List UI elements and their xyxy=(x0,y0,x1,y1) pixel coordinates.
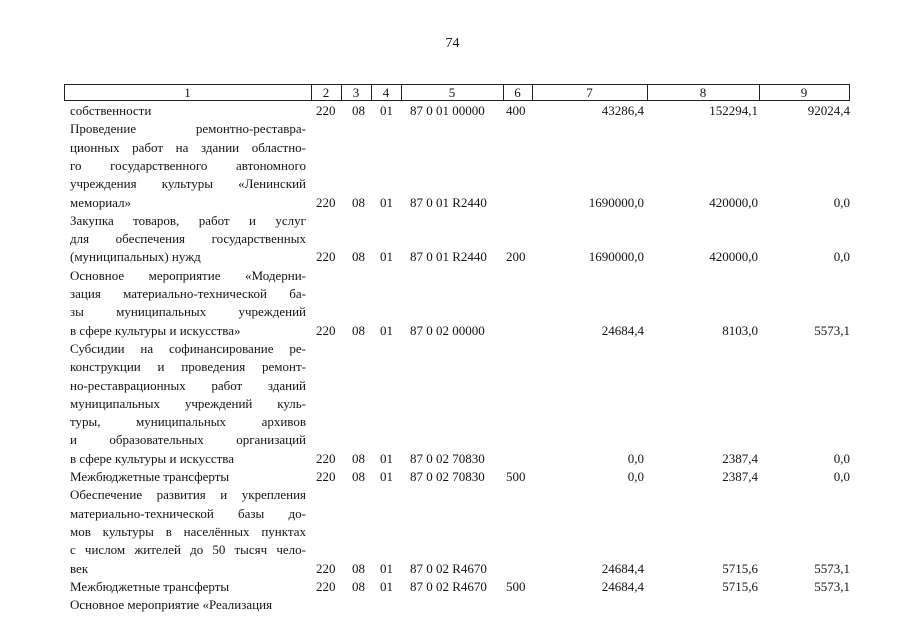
table-row xyxy=(0,175,905,193)
row-name-cell: мемориал» xyxy=(70,194,132,210)
cell-col-9: 5573,1 xyxy=(814,578,850,594)
cell-col-9: 0,0 xyxy=(833,469,850,484)
row-name-cell: мов культуры в населённых пунктах xyxy=(70,523,306,539)
row-name-cell: конструкции и проведения ремонт- xyxy=(70,359,306,375)
cell-col-7: 1690000,0 xyxy=(588,249,644,265)
column-header-2: 2 xyxy=(322,85,330,100)
cell-col-3: 08 xyxy=(352,249,365,265)
row-name-cell: Межбюджетные трансферты xyxy=(70,578,230,594)
row-name-cell: муниципальных учреждений куль- xyxy=(70,395,306,411)
cell-col-3: 08 xyxy=(352,560,365,576)
row-name-cell: в сфере культуры и искусства» xyxy=(70,322,241,338)
cell-col-5: 87 0 01 00000 xyxy=(410,103,485,118)
cell-col-8: 8103,0 xyxy=(722,322,758,338)
table-row xyxy=(0,395,905,413)
cell-col-4: 01 xyxy=(380,469,393,484)
table-row xyxy=(0,285,905,303)
row-name-cell: с числом жителей до 50 тысяч чело- xyxy=(70,542,306,558)
cell-col-7: 0,0 xyxy=(627,469,644,484)
cell-col-4: 01 xyxy=(380,249,393,265)
row-name-cell: но-реставрационных работ зданий xyxy=(70,377,306,393)
column-header-9: 9 xyxy=(800,85,808,100)
page-number: 74 xyxy=(445,36,460,51)
cell-col-4: 01 xyxy=(380,578,393,594)
cell-col-3: 08 xyxy=(352,578,365,594)
cell-col-3: 08 xyxy=(352,322,365,338)
table-row xyxy=(0,120,905,138)
row-name-cell: Основное мероприятие «Модерни- xyxy=(70,267,306,283)
column-header-7: 7 xyxy=(586,85,593,100)
column-header-4: 4 xyxy=(382,85,390,100)
table-row xyxy=(0,431,905,449)
table-header xyxy=(64,84,850,101)
cell-col-5: 87 0 02 R4670 xyxy=(410,578,487,594)
cell-col-9: 0,0 xyxy=(833,194,850,210)
cell-col-2: 220 xyxy=(316,560,336,576)
cell-col-6: 500 xyxy=(506,469,526,484)
cell-col-9: 0,0 xyxy=(833,450,850,466)
table-row xyxy=(0,303,905,321)
cell-col-7: 0,0 xyxy=(627,450,644,466)
cell-col-6: 500 xyxy=(506,578,526,594)
row-name-cell: материально-технической базы до- xyxy=(70,505,306,521)
cell-col-7: 43286,4 xyxy=(601,103,644,118)
column-header-1: 1 xyxy=(184,85,191,100)
row-name-cell: Субсидии на софинансирование ре- xyxy=(70,340,306,356)
table-row xyxy=(0,596,905,614)
cell-col-2: 220 xyxy=(316,450,336,466)
cell-col-2: 220 xyxy=(316,103,336,118)
table-row xyxy=(0,450,905,468)
cell-col-6: 200 xyxy=(506,249,526,265)
cell-col-9: 0,0 xyxy=(833,249,850,265)
table-row xyxy=(0,505,905,523)
cell-col-7: 24684,4 xyxy=(601,578,644,594)
cell-col-2: 220 xyxy=(316,322,336,338)
table-row xyxy=(0,486,905,504)
cell-col-4: 01 xyxy=(380,322,393,338)
row-name-cell: собственности xyxy=(70,103,152,118)
cell-col-2: 220 xyxy=(316,249,336,265)
table-row xyxy=(0,377,905,395)
table-row xyxy=(0,413,905,431)
table-row xyxy=(0,139,905,157)
cell-col-8: 5715,6 xyxy=(722,578,758,594)
cell-col-7: 24684,4 xyxy=(601,560,644,576)
cell-col-8: 420000,0 xyxy=(709,249,758,265)
table-row xyxy=(0,340,905,358)
row-name-cell: (муниципальных) нужд xyxy=(70,249,201,265)
cell-col-4: 01 xyxy=(380,450,393,466)
row-name-cell: Основное мероприятие «Реализация xyxy=(70,597,273,613)
cell-col-5: 87 0 02 70830 xyxy=(410,469,485,484)
cell-col-8: 5715,6 xyxy=(722,560,758,576)
cell-col-3: 08 xyxy=(352,450,365,466)
row-name-cell: зы муниципальных учреждений xyxy=(70,304,306,320)
cell-col-2: 220 xyxy=(316,469,336,484)
cell-col-6: 400 xyxy=(506,103,526,118)
row-name-cell: зация материально-технической ба- xyxy=(70,286,306,301)
column-header-6: 6 xyxy=(514,85,521,100)
row-name-cell: век xyxy=(70,560,89,576)
row-name-cell: Проведение ремонтно-реставра- xyxy=(70,121,306,137)
table-row xyxy=(0,248,905,266)
table-row xyxy=(0,194,905,212)
column-header-8: 8 xyxy=(699,85,707,100)
row-name-cell: ционных работ на здании областно- xyxy=(70,139,306,155)
row-name-cell: го государственного автономного xyxy=(70,157,306,173)
cell-col-2: 220 xyxy=(316,194,336,210)
table-row xyxy=(0,541,905,559)
column-header-5: 5 xyxy=(448,85,456,100)
cell-col-8: 2387,4 xyxy=(722,450,758,466)
table-row xyxy=(0,523,905,541)
row-name-cell: Закупка товаров, работ и услуг xyxy=(70,212,306,228)
table-row xyxy=(0,102,905,120)
row-name-cell: в сфере культуры и искусства xyxy=(70,450,235,466)
cell-col-4: 01 xyxy=(380,194,393,210)
row-name-cell: Обеспечение развития и укрепления xyxy=(70,487,306,503)
cell-col-9: 5573,1 xyxy=(814,560,850,576)
cell-col-2: 220 xyxy=(316,578,336,594)
cell-col-8: 2387,4 xyxy=(722,469,758,484)
table-row xyxy=(0,468,905,486)
cell-col-9: 5573,1 xyxy=(814,322,850,338)
table-row xyxy=(0,157,905,175)
row-name-cell: туры, муниципальных архивов xyxy=(70,414,306,430)
row-name-cell: для обеспечения государственных xyxy=(70,231,306,247)
table-row xyxy=(0,358,905,376)
cell-col-4: 01 xyxy=(380,103,393,118)
cell-col-5: 87 0 02 00000 xyxy=(410,322,485,338)
cell-col-5: 87 0 01 R2440 xyxy=(410,249,487,265)
cell-col-8: 420000,0 xyxy=(709,194,758,210)
table-row xyxy=(0,230,905,248)
table-row xyxy=(0,267,905,285)
table-row xyxy=(0,560,905,578)
cell-col-7: 24684,4 xyxy=(601,322,644,338)
cell-col-3: 08 xyxy=(352,469,365,484)
row-name-cell: Межбюджетные трансферты xyxy=(70,469,230,484)
table-row xyxy=(0,212,905,230)
cell-col-5: 87 0 01 R2440 xyxy=(410,194,487,210)
cell-col-8: 152294,1 xyxy=(709,103,758,118)
column-header-3: 3 xyxy=(352,85,360,100)
cell-col-5: 87 0 02 70830 xyxy=(410,450,485,466)
row-name-cell: учреждения культуры «Ленинский xyxy=(70,176,306,192)
cell-col-9: 92024,4 xyxy=(807,103,850,118)
cell-col-3: 08 xyxy=(352,194,365,210)
cell-col-3: 08 xyxy=(352,103,365,118)
cell-col-7: 1690000,0 xyxy=(588,194,644,210)
table-row xyxy=(0,322,905,340)
row-name-cell: и образовательных организаций xyxy=(70,432,306,448)
cell-col-5: 87 0 02 R4670 xyxy=(410,560,487,576)
table-row xyxy=(0,578,905,596)
cell-col-4: 01 xyxy=(380,560,393,576)
